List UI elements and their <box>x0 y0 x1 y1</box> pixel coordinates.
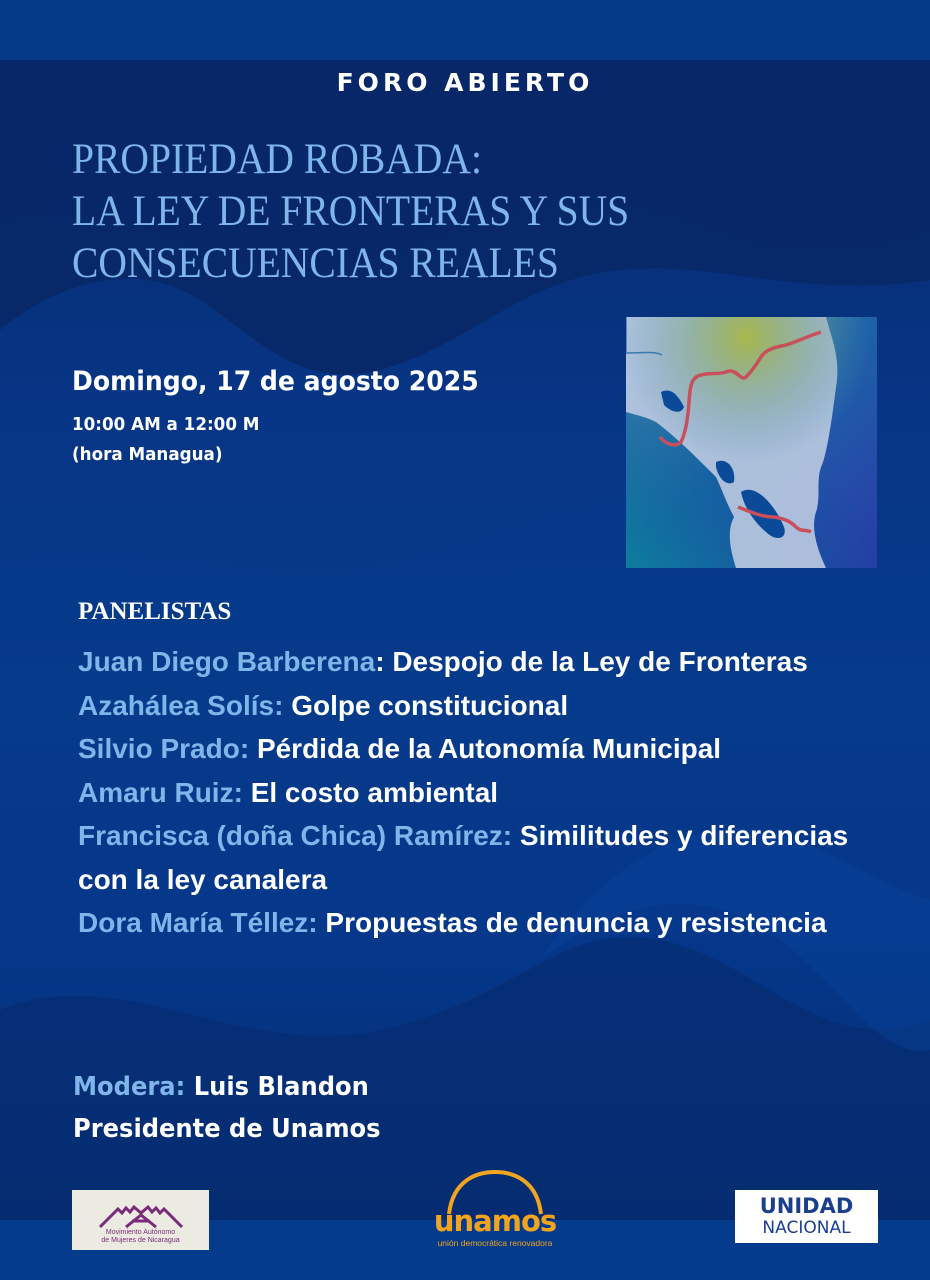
top-band <box>0 0 930 60</box>
panelist-name: Azahálea Solís: <box>78 689 284 721</box>
mam-logo-text <box>101 1229 179 1245</box>
mam-logo <box>72 1190 209 1250</box>
mountain-icon <box>96 1203 186 1229</box>
panelist-name: Juan Diego Barberena <box>78 646 376 677</box>
panelist-item <box>78 684 878 728</box>
mam-line2: de Mujeres de Nicaragua <box>101 1237 180 1244</box>
mam-line1: Movimiento Autónomo <box>105 1229 176 1236</box>
title-line: LA LEY DE FRONTERAS Y SUS <box>72 188 630 235</box>
panelist-item <box>78 901 878 945</box>
moderator-label: Modera: <box>73 1072 186 1102</box>
panelist-name: Silvio Prado: <box>78 733 250 764</box>
unidad-line2: NACIONAL <box>762 1218 851 1238</box>
unidad-line1: UNIDAD <box>759 1194 854 1218</box>
event-timezone: (hora Managua) <box>72 444 223 465</box>
moderator-line <box>73 1066 381 1108</box>
panelist-item <box>78 771 878 815</box>
title-line: PROPIEDAD ROBADA: <box>72 136 482 183</box>
event-time <box>72 410 259 470</box>
panelist-separator: : <box>375 646 393 677</box>
panelist-item <box>78 640 878 684</box>
title-line: CONSECUENCIAS REALES <box>72 240 559 287</box>
panelist-topic: Pérdida de la Autonomía Municipal <box>256 733 722 764</box>
moderator-block <box>73 1066 381 1150</box>
panelist-topic: Propuestas de denuncia y resistencia <box>325 907 827 938</box>
panelist-name: Dora María Téllez: <box>78 907 318 938</box>
nicaragua-border-map-icon <box>626 317 877 568</box>
panelist-topic: El costo ambiental <box>250 776 499 808</box>
panelist-name: Francisca (doña Chica) Ramírez: <box>78 820 513 851</box>
unamos-logo <box>425 1168 565 1252</box>
unamos-wordmark: unamos <box>433 1204 557 1238</box>
nicaragua-map-image <box>626 317 877 568</box>
moderator-name: Luis Blandon <box>193 1072 369 1102</box>
panelist-topic: Despojo de la Ley de Fronteras <box>392 646 808 677</box>
panelist-topic: Golpe constitucional <box>291 689 569 721</box>
event-time-range: 10:00 AM a 12:00 M <box>72 414 260 435</box>
moderator-role: Presidente de Unamos <box>73 1114 381 1144</box>
panelist-item <box>78 727 878 771</box>
event-kicker: FORO ABIERTO <box>336 68 594 97</box>
unamos-tagline: unión democrática renovadora <box>437 1238 553 1248</box>
panelists-heading: PANELISTAS <box>78 598 232 625</box>
panelist-name: Amaru Ruiz: <box>78 776 243 808</box>
event-title <box>72 134 771 290</box>
event-date: Domingo, 17 de agosto 2025 <box>72 366 479 397</box>
unidad-nacional-logo <box>735 1190 878 1243</box>
panelist-item <box>78 814 878 901</box>
panelist-topic: Similitudes y diferencias con la ley canalera <box>78 820 849 895</box>
panelists-list <box>78 640 878 945</box>
